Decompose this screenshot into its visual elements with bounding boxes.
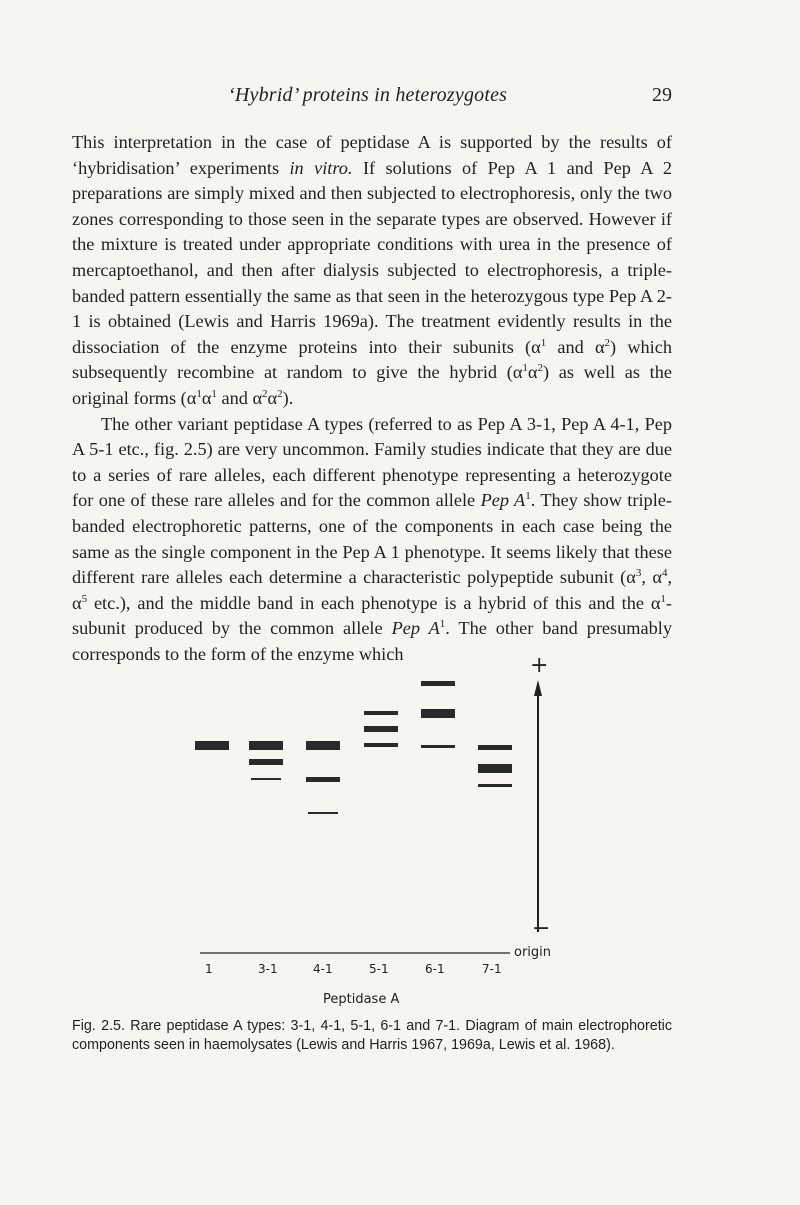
band-lane-5-1-mid — [364, 726, 398, 732]
figure-caption: Fig. 2.5. Rare peptidase A types: 3-1, 4-1, 5-1, 6-1 and 7-1. Diagram of main electrophoretic components seen in haemolysates (Lewis and Harris 1967, 1969a, Lewis et al. 1968). — [72, 1018, 672, 1053]
direction-arrow-head — [534, 680, 542, 696]
band-lane-3-1-top — [249, 741, 283, 750]
plus-label: + — [530, 653, 549, 678]
body-text — [72, 130, 672, 667]
lane-label-6-1: 6-1 — [425, 962, 445, 976]
lane-label-5-1: 5-1 — [369, 962, 389, 976]
band-lane-7-1-low — [478, 784, 512, 787]
band-lane-6-1-mid — [421, 709, 455, 718]
lane-label-1: 1 — [205, 962, 213, 976]
electrophoresis-figure — [0, 650, 800, 1010]
origin-label: origin — [514, 945, 552, 960]
running-title: ‘Hybrid’ proteins in heterozygotes — [228, 84, 508, 106]
band-lane-7-1-mid — [478, 764, 512, 773]
page-number: 29 — [652, 84, 672, 106]
band-lane-6-1-low — [421, 745, 455, 748]
minus-label: − — [532, 916, 551, 941]
band-lane-4-1-mid — [306, 777, 340, 782]
lane-label-3-1: 3-1 — [258, 962, 278, 976]
figure-axis-title: Peptidase A — [323, 992, 400, 1007]
page-header — [72, 84, 672, 114]
paragraph-1: This interpretation in the case of peptidase A is supported by the results of ‘hybridisation’ experiments in vitro. If solutions of Pep A 1 and Pep A 2 preparations are simply mixed and then subjected to electrophoresis, only the two zones corresponding to those seen in the separate types are observed. However if the mixture is treated under appropriate conditions with urea in the presence of mercaptoethanol, and then after dialysis subjected to electrophoresis, a triple-banded pattern essentially the same as that seen in the heterozygous type Pep A 2-1 is obtained (Lewis and Harris 1969a). The treatment evidently results in the dissociation of the enzyme proteins into their subunits ($\alpha^1$ and $\alpha^2$) which subsequently recombine at random to give the hybrid $(\alpha^1\alpha^2)$ as well as the original forms ($\alpha^1\alpha^1$ and $\alpha^2\alpha^2$). — [72, 132, 672, 408]
band-lane-4-1-top — [306, 741, 340, 750]
band-lane-5-1-top — [364, 711, 398, 715]
paragraph-2: The other variant peptidase A types (referred to as Pep A 3-1, Pep A 4-1, Pep A 5-1 etc., fig. 2.5) are very uncommon. Family studies indicate that they are due to a series of rare alleles, each different phenotype representing a heterozygote for one of these rare alleles and for the common allele Pep $A^1$. They show triple-banded electrophoretic patterns, one of the components in each case being the same as the single component in the Pep A 1 phenotype. It seems likely that these different rare alleles each determine a characteristic polypeptide subunit ($\alpha^3$, $\alpha^4$, $\alpha^5$ etc.), and the middle band in each phenotype is a hybrid of this and the $\alpha^1$-subunit produced by the common allele Pep $A^1$. The other band presumably corresponds to the form of the enzyme which — [72, 413, 673, 664]
band-lane-5-1-low — [364, 743, 398, 747]
electrophoresis-diagram — [0, 650, 800, 1010]
band-lane-3-1-low — [251, 778, 281, 780]
lane-label-4-1: 4-1 — [313, 962, 333, 976]
lane-label-7-1: 7-1 — [482, 962, 502, 976]
band-lane-4-1-low — [308, 812, 338, 814]
band-lane-6-1-top — [421, 681, 455, 686]
band-lane-7-1-top — [478, 745, 512, 750]
band-lane-1-main — [195, 741, 229, 750]
band-lane-3-1-mid — [249, 759, 283, 765]
